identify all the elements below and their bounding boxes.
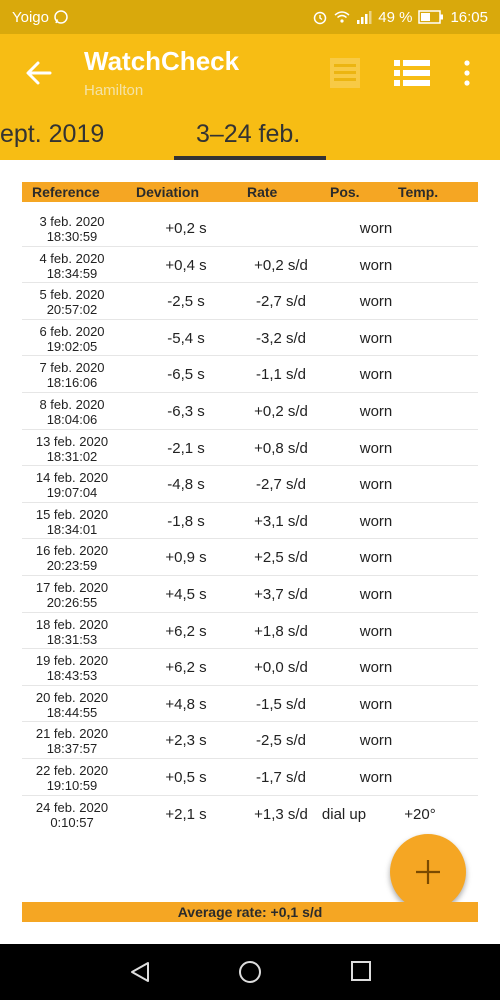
reference-cell: [22, 434, 122, 464]
tab-indicator: [174, 156, 326, 160]
row-time: 18:30:59: [46, 229, 98, 244]
deviation-cell: +0,4 s: [165, 256, 207, 274]
battery-percent: 49 %: [378, 8, 413, 26]
deviation-cell: +6,2 s: [165, 659, 207, 677]
deviation-cell: +2,3 s: [165, 732, 207, 750]
deviation-cell: +4,8 s: [165, 695, 207, 713]
position-cell: worn: [359, 659, 393, 677]
deviation-cell: +0,9 s: [165, 549, 207, 567]
header-position: Pos.: [330, 184, 360, 200]
app-title: WatchCheck: [84, 46, 240, 76]
table-row[interactable]: [22, 613, 478, 650]
deviation-cell: -6,5 s: [167, 366, 205, 384]
row-date: 16 feb. 2020: [35, 543, 109, 559]
header-reference: Reference: [32, 184, 100, 200]
rate-cell: -1,5 s/d: [255, 695, 307, 713]
rate-cell: +1,8 s/d: [254, 622, 308, 640]
row-time: 18:43:53: [46, 668, 98, 684]
row-date: 7 feb. 2020: [39, 360, 105, 376]
row-date: 4 feb. 2020: [39, 250, 105, 266]
rate-cell: -3,2 s/d: [255, 329, 307, 347]
period-tabs: [0, 112, 500, 160]
reference-cell: [22, 617, 122, 647]
watch-name: Hamilton: [84, 82, 144, 99]
alarm-icon: [312, 9, 328, 25]
tab-previous-period[interactable]: ept. 2019: [0, 120, 105, 148]
reference-cell: [22, 470, 122, 500]
clock-time: 16:05: [450, 8, 488, 26]
row-date: 13 feb. 2020: [35, 433, 109, 449]
rate-cell: +1,3 s/d: [254, 805, 308, 823]
position-cell: worn: [359, 402, 393, 420]
position-cell: worn: [359, 549, 393, 567]
carrier-label: Yoigo: [12, 8, 49, 26]
wifi-icon: [334, 9, 350, 25]
position-cell: worn: [359, 768, 393, 786]
row-time: 20:23:59: [46, 558, 98, 574]
header-temperature: Temp.: [398, 184, 439, 200]
row-time: 18:37:57: [46, 741, 98, 757]
nav-back-icon[interactable]: [128, 960, 152, 984]
whatsapp-icon: [53, 9, 69, 25]
rate-cell: +3,7 s/d: [254, 585, 308, 603]
position-cell: dial up: [321, 805, 367, 823]
deviation-cell: +6,2 s: [165, 622, 207, 640]
header-rate: Rate: [247, 184, 278, 200]
average-rate-bar: Average rate: +0,1 s/d: [22, 902, 478, 922]
table-row[interactable]: [22, 503, 478, 540]
row-time: 18:31:53: [46, 631, 98, 647]
position-cell: worn: [359, 476, 393, 494]
reference-cell: [22, 726, 122, 756]
deviation-cell: -2,5 s: [167, 293, 205, 311]
row-time: 18:31:02: [46, 448, 98, 464]
app-bar: [0, 34, 500, 112]
status-bar: [0, 0, 500, 34]
rate-cell: -1,7 s/d: [255, 768, 307, 786]
table-row[interactable]: [22, 210, 478, 247]
position-cell: worn: [359, 329, 393, 347]
deviation-cell: +4,5 s: [165, 585, 207, 603]
row-date: 17 feb. 2020: [35, 579, 109, 595]
position-cell: worn: [359, 439, 393, 457]
table-row[interactable]: [22, 356, 478, 393]
tab-current-period[interactable]: 3–24 feb.: [196, 120, 301, 148]
reference-cell: [22, 397, 122, 427]
reference-cell: [22, 287, 122, 317]
row-time: 18:16:06: [46, 375, 98, 391]
reference-cell: [22, 580, 122, 610]
position-cell: worn: [359, 366, 393, 384]
table-row[interactable]: [22, 759, 478, 796]
rate-cell: -2,7 s/d: [255, 476, 307, 494]
reference-cell: [22, 324, 122, 354]
table-row[interactable]: [22, 576, 478, 613]
table-row[interactable]: [22, 247, 478, 284]
row-time: 18:34:59: [46, 265, 98, 281]
deviation-cell: -4,8 s: [167, 476, 205, 494]
row-time: 18:34:01: [46, 521, 98, 537]
table-row[interactable]: [22, 320, 478, 357]
nav-home-icon[interactable]: [238, 960, 262, 984]
more-vert-icon[interactable]: [460, 58, 474, 88]
reference-cell: [22, 507, 122, 537]
row-date: 14 feb. 2020: [35, 470, 109, 486]
table-row[interactable]: [22, 796, 478, 833]
deviation-cell: +2,1 s: [165, 805, 207, 823]
deviation-cell: +0,5 s: [165, 768, 207, 786]
deviation-cell: -2,1 s: [167, 439, 205, 457]
row-date: 18 feb. 2020: [35, 616, 109, 632]
list-icon[interactable]: [328, 56, 362, 90]
reference-cell: [22, 763, 122, 793]
position-cell: worn: [359, 293, 393, 311]
rate-cell: -2,5 s/d: [255, 732, 307, 750]
rate-cell: +3,1 s/d: [254, 512, 308, 530]
row-date: 20 feb. 2020: [35, 689, 109, 705]
rate-cell: -2,7 s/d: [255, 293, 307, 311]
position-cell: worn: [359, 512, 393, 530]
measurement-list: [22, 210, 478, 832]
nav-recents-icon[interactable]: [350, 960, 372, 982]
row-time: 19:07:04: [46, 485, 98, 501]
row-time: 19:02:05: [46, 338, 98, 354]
position-cell: worn: [359, 622, 393, 640]
deviation-cell: +0,2 s: [165, 220, 207, 237]
table-row[interactable]: [22, 393, 478, 430]
position-cell: worn: [359, 220, 393, 237]
row-date: 19 feb. 2020: [35, 653, 109, 669]
rate-cell: +0,0 s/d: [254, 659, 308, 677]
table-row[interactable]: [22, 722, 478, 759]
row-time: 0:10:57: [50, 814, 94, 830]
rate-cell: +0,8 s/d: [254, 439, 308, 457]
reference-cell: [22, 800, 122, 830]
position-cell: worn: [359, 732, 393, 750]
system-nav-bar: [0, 944, 500, 1000]
row-time: 20:57:02: [46, 302, 98, 318]
rate-cell: +2,5 s/d: [254, 549, 308, 567]
position-cell: worn: [359, 585, 393, 603]
deviation-cell: -1,8 s: [167, 512, 205, 530]
temperature-cell: +20°: [404, 805, 436, 823]
position-cell: worn: [359, 256, 393, 274]
row-time: 18:04:06: [46, 411, 98, 427]
reference-cell: [22, 543, 122, 573]
row-time: 18:44:55: [46, 704, 98, 720]
add-measurement-button[interactable]: [390, 834, 466, 910]
reference-cell: [22, 653, 122, 683]
table-header: [22, 182, 478, 202]
reference-cell: [22, 251, 122, 281]
table-row[interactable]: [22, 649, 478, 686]
position-cell: worn: [359, 695, 393, 713]
rate-cell: -1,1 s/d: [255, 366, 307, 384]
row-date: 22 feb. 2020: [35, 762, 109, 778]
rate-cell: +0,2 s/d: [254, 256, 308, 274]
reference-cell: [22, 690, 122, 720]
reference-cell: [22, 214, 122, 244]
row-date: 15 feb. 2020: [35, 506, 109, 522]
row-date: 6 feb. 2020: [39, 323, 105, 339]
table-row[interactable]: [22, 430, 478, 467]
detail-list-icon[interactable]: [394, 58, 430, 88]
row-date: 8 feb. 2020: [39, 396, 105, 412]
row-date: 24 feb. 2020: [35, 799, 109, 815]
table-row[interactable]: [22, 283, 478, 320]
arrow-left-icon[interactable]: [22, 56, 56, 90]
row-date: 5 feb. 2020: [39, 287, 105, 303]
reference-cell: [22, 360, 122, 390]
header-deviation: Deviation: [136, 184, 200, 200]
signal-icon: [356, 9, 372, 25]
table-row[interactable]: [22, 466, 478, 503]
battery-icon: [418, 10, 444, 24]
table-row[interactable]: [22, 686, 478, 723]
plus-icon: [413, 857, 443, 887]
row-time: 19:10:59: [46, 777, 98, 793]
rate-cell: +0,2 s/d: [254, 402, 308, 420]
row-time: 20:26:55: [46, 594, 98, 610]
deviation-cell: -6,3 s: [167, 402, 205, 420]
table-row[interactable]: [22, 539, 478, 576]
deviation-cell: -5,4 s: [167, 329, 205, 347]
row-date: 21 feb. 2020: [35, 726, 109, 742]
row-date: 3 feb. 2020: [39, 214, 105, 229]
